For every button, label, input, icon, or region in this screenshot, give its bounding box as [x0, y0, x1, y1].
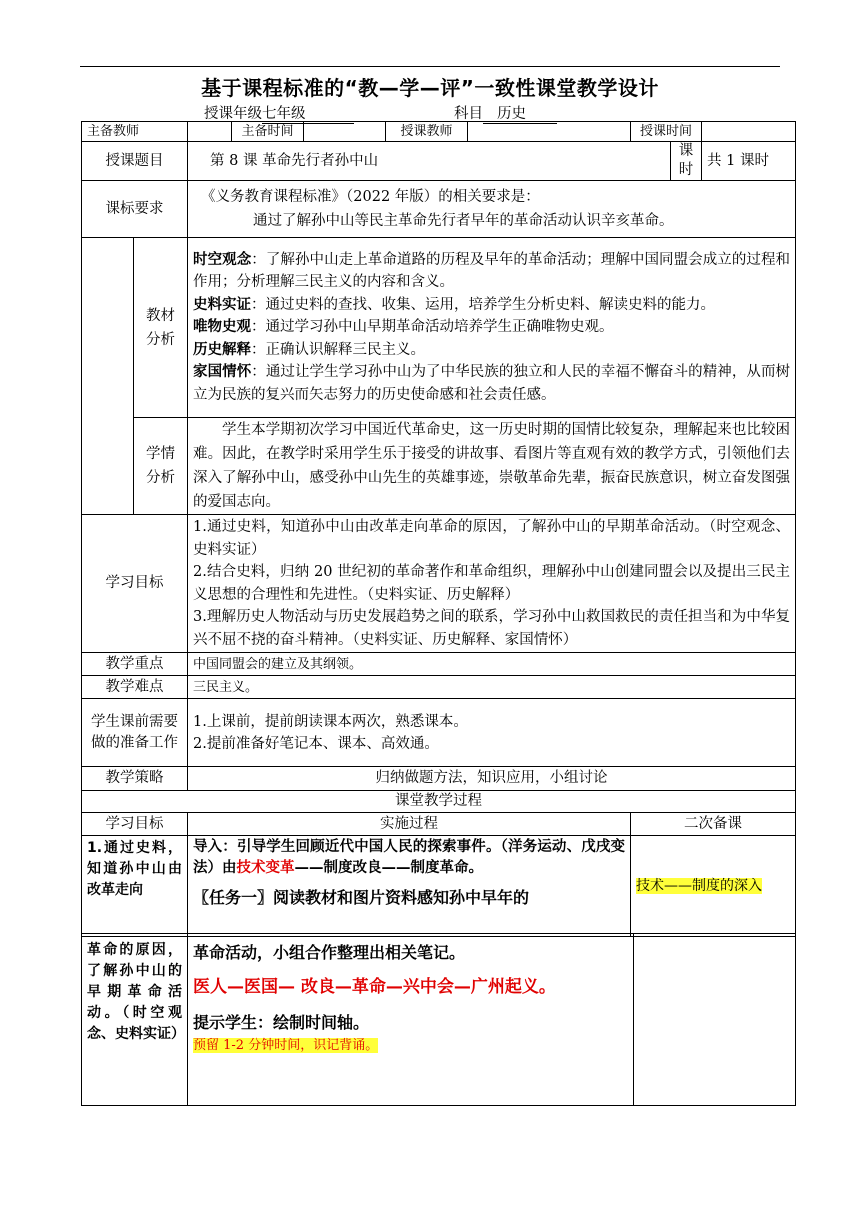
process-col-goal: 学习目标: [82, 813, 188, 836]
standard-label: 课标要求: [82, 181, 188, 238]
strategy-value: 归纳做题方法，知识应用，小组讨论: [188, 767, 796, 791]
process-goal-part2: 革命的原因，了解孙中山的早期革命活动。（时空观念、史料实证）: [82, 934, 188, 1106]
standard-row: [82, 181, 796, 238]
textbook-item: 唯物史观：通过学习孙中山早期革命活动培养学生正确唯物史观。: [193, 319, 614, 336]
page-title: 基于课程标准的“教—学—评”一致性课堂教学设计: [201, 76, 659, 100]
objectives-row: [82, 515, 796, 653]
students-text: 学生本学期初次学习中国近代革命史，这一历史时期的国情比较复杂，理解起来也比较困难。因此，在教学时采用学生乐于接受的讲故事、看图片等直观有效的教学方式，引领他们去深入了解孙中山，感受孙中山先生的英雄事迹，崇敬革命先辈，振奋民族意识，树立奋发图强的爱国志向。: [188, 418, 796, 515]
process-header: 课堂教学过程: [82, 791, 796, 813]
grade-value: 七年级: [262, 102, 354, 124]
difficulty-label: 教学难点: [82, 676, 188, 699]
prep-label: 学生课前需要做的准备工作: [82, 699, 188, 767]
process-impl-cell-2: [188, 934, 634, 1106]
students-row: [82, 418, 796, 515]
objective-item: 3.理解历史人物活动与历史发展趋势之间的联系，学习孙中山救国救民的责任担当和为中华复兴不屈不挠的奋斗精神。（史料实证、历史解释、家国情怀）: [193, 609, 791, 648]
topic-label: 授课题目: [82, 142, 188, 181]
key-point-label: 教学重点: [82, 653, 188, 676]
header-rule: [80, 66, 780, 67]
grade-label: 授课年级: [204, 106, 262, 122]
textbook-item: 家国情怀：通过让学生学习孙中山为了中华民族的独立和人民的幸福不懈奋斗的精神，从而树立为民族的复兴而矢志努力的历史使命感和社会责任感。: [193, 364, 791, 403]
strategy-row: [82, 767, 796, 791]
process-columns-row: [82, 813, 796, 836]
lead-time-label: 主备时间: [232, 122, 304, 142]
process-col-second: 二次备课: [631, 813, 796, 836]
intro-text: 导入：引导学生回顾近代中国人民的探索事件。（洋务运动、戊戌变法）由技术变革——制度改良——制度革命。: [193, 839, 626, 876]
prep-cell: [188, 699, 796, 767]
prep-item: 2.提前准备好笔记本、课本、高效通。: [193, 735, 439, 752]
textbook-label: 教材分析: [134, 238, 188, 418]
second-prep-note: 技术——制度的深入: [636, 878, 763, 894]
objective-item: 1.通过史料，知道孙中山由改革走向革命的原因，了解孙中山的早期革命活动。（时空观念、史料实证）: [193, 519, 791, 558]
hint-text: 提示学生：绘制时间轴。: [193, 1013, 370, 1032]
textbook-row: [82, 238, 796, 418]
textbook-item: 时空观念：了解孙中山走上革命道路的历程及早年的革命活动；理解中国同盟会成立的过程和作用；分析理解三民主义的内容和含义。: [193, 251, 791, 291]
textbook-cell: [188, 238, 796, 418]
textbook-item: 历史解释：正确认识解释三民主义。: [193, 341, 426, 358]
info-row: [82, 122, 796, 142]
teacher-label: 授课教师: [386, 122, 468, 142]
second-prep-cell-1: [631, 836, 796, 937]
textbook-item: 史料实证：通过史料的查找、收集、运用，培养学生分析史料、解读史料的能力。: [193, 296, 716, 313]
key-point-value: 中国同盟会的建立及其纲领。: [188, 653, 796, 676]
strategy-label: 教学策略: [82, 767, 188, 791]
standard-cell: [188, 181, 796, 238]
process-goal-part1: 1.通过史料，知道孙中山由改革走向: [82, 836, 188, 937]
process-impl-cell-1: [188, 836, 631, 937]
teach-time-label: 授课时间: [631, 122, 702, 142]
standard-line-2: 通过了解孙中山等民主革命先行者早年的革命活动认识辛亥革命。: [253, 213, 674, 229]
timeline-text: 医人—医国— 改良—革命—兴中会—广州起义。: [193, 977, 556, 997]
subject-value: 历史: [483, 102, 557, 124]
key-point-row: [82, 653, 796, 676]
subject-label: 科目: [454, 106, 483, 122]
difficulty-value: 三民主义。: [188, 676, 796, 699]
prep-item: 1.上课前，提前朗读课本两次，熟悉课本。: [193, 713, 468, 730]
second-prep-cell-2: [634, 934, 796, 1106]
process-col-impl: 实施过程: [188, 813, 631, 836]
lead-teacher-label: 主备教师: [82, 122, 188, 142]
reserve-note: 预留 1-2 分钟时间，识记背诵。: [193, 1038, 379, 1053]
difficulty-row: [82, 676, 796, 699]
teacher-value: [468, 122, 631, 142]
objectives-cell: [188, 515, 796, 653]
analysis-left-gutter: [82, 238, 134, 515]
lead-time-value: [304, 122, 386, 142]
lesson-plan-table: [81, 121, 796, 937]
hours-value: 共 1 课时: [702, 142, 796, 181]
prep-row: [82, 699, 796, 767]
tech-change-text: 技术变革: [236, 860, 295, 876]
lead-teacher-value: [188, 122, 232, 142]
process-row-1: [82, 836, 796, 937]
task-one-continued: 革命活动，小组合作整理出相关笔记。: [193, 943, 466, 962]
objectives-label: 学习目标: [82, 515, 188, 653]
students-label: 学情分析: [134, 418, 188, 515]
process-header-row: [82, 791, 796, 813]
hours-label: 课时: [671, 142, 702, 181]
topic-value: 第 8 课 革命先行者孙中山: [188, 142, 671, 181]
task-one-text: 〖任务一〗阅读教材和图片资料感知孙中早年的: [193, 888, 530, 907]
topic-row: [82, 142, 796, 181]
process-row-2: [82, 934, 796, 1106]
teach-time-value: [702, 122, 796, 142]
standard-line-1: 《义务教育课程标准》（2022 年版）的相关要求是：: [201, 189, 540, 205]
process-continued-table: [81, 933, 796, 1106]
objective-item: 2.结合史料，归纳 20 世纪初的革命著作和革命组织，理解孙中山创建同盟会以及提出三民主义思想的合理性和先进性。（史料实证、历史解释）: [193, 564, 791, 603]
